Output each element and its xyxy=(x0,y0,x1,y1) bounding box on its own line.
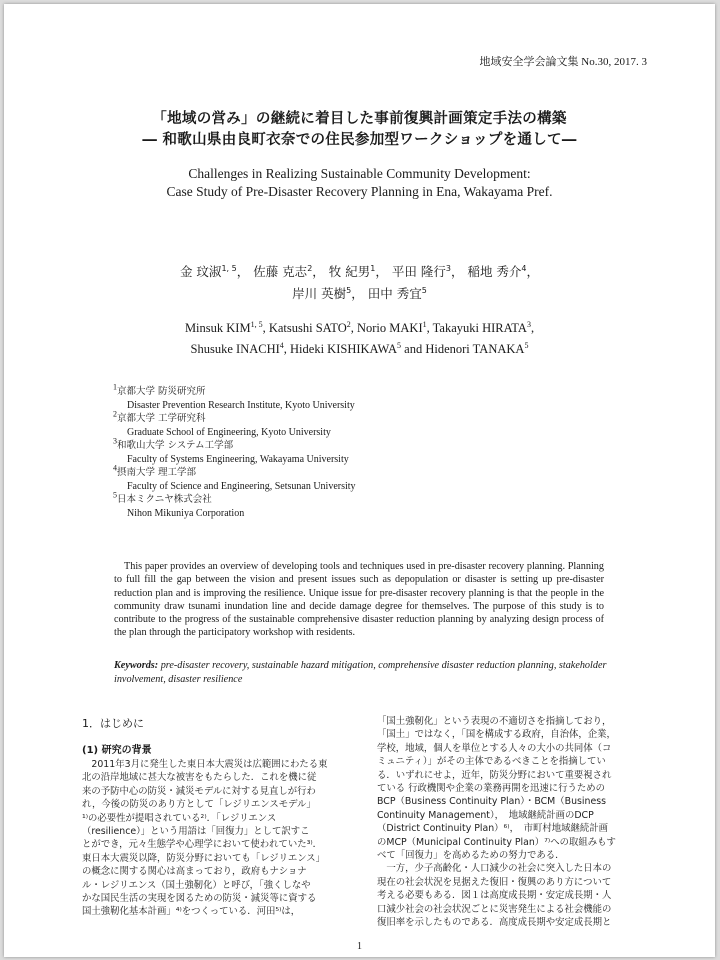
affiliation-en: Disaster Prevention Research Institute, Kyoto University xyxy=(127,399,355,411)
body-line: る．いずれにせよ，近年，防災分野において重要視され xyxy=(377,769,612,781)
body-line: 口減少社会の社会状況ごとに災害発生による社会機能の xyxy=(377,903,612,915)
affiliation-item: $^4$摂南大学 理工学部 xyxy=(113,463,197,478)
body-line: とができ，元々生態学や心理学において使われていた³⁾． xyxy=(82,839,323,851)
body-line: 来の予防中心の防災・減災モデルに対する見直しが行わ xyxy=(82,785,316,797)
title-jp-line1: 「地域の営み」の継続に着目した事前復興計画策定手法の構築 xyxy=(152,111,567,127)
body-line: ¹⁾の必要性が提唱されている²⁾．「レジリエンス xyxy=(82,812,277,824)
author-jp: 岸川 英樹$^5$， xyxy=(292,285,364,301)
affiliation-item: $^2$京都大学 工学研究科 xyxy=(113,409,206,424)
body-line: べて「回復力」を高めるための努力である． xyxy=(377,850,565,862)
author-jp: 田中 秀宜$^5$ xyxy=(367,285,427,301)
body-line: れ，今後の防災のあり方として「レジリエンスモデル」 xyxy=(82,799,316,811)
abstract: This paper provides an overview of developing tools and techniques used in pre-disaster recovery planning. Planning to full fill the gap between the vision and present issues such as depopulation or disaster is setting up pre-disaster reduction plan and is improving the resilience. Unique issue for pre-disaster recovery planning is that the people in the community draw tsunami inundation line and decide damage degree for themselves. The purpose of this study is to contribute to the progress of the sustainable comprehensive disaster reduction planning by analyzing design process of the plan through the participatory workshop with residents. xyxy=(114,561,604,639)
authors-jp-line1 xyxy=(4,262,715,280)
author-en: Hidenori TANAKA$^5$ xyxy=(425,340,529,356)
affiliation-item: $^5$日本ミクニヤ株式会社 xyxy=(113,490,212,505)
body-line: 東日本大震災以降，防災分野においても「レジリエンス」 xyxy=(82,852,326,864)
title-en-line1: Challenges in Realizing Sustainable Community Development: xyxy=(188,166,531,181)
body-line: 2011年3月に発生した東日本大震災は広範囲にわたる東 xyxy=(82,759,328,770)
body-line: （District Continuity Plan）⁶⁾， 市町村地域継続計画 xyxy=(377,823,609,835)
title-en-line2: Case Study of Pre-Disaster Recovery Planning in Ena, Wakayama Pref. xyxy=(166,184,553,199)
body-line: ル・レジリエンス（国土強靭化）と呼び，「強くしなや xyxy=(82,879,311,891)
author-jp: 平田 隆行$^3$， xyxy=(391,263,464,279)
author-en: Norio MAKI$^1$, xyxy=(356,319,433,335)
body-line: BCP（Business Continuity Plan）・BCM（Business xyxy=(377,796,606,808)
affiliation-en: Faculty of Science and Engineering, Setsunan University xyxy=(127,480,356,492)
author-en: Hideki KISHIKAWA$^5$ and xyxy=(290,340,426,356)
body-line: （resilience）」という用語は「回復力」として訳すこ xyxy=(82,826,310,838)
keywords-label: Keywords: xyxy=(114,660,159,671)
keywords-text: pre-disaster recovery, sustainable hazard mitigation, comprehensive disaster reduction planning, stakeholder involvement, disaster resilience xyxy=(114,660,607,685)
body-line: Continuity Management）， 地域継続計画のDCP xyxy=(377,809,594,821)
affiliation-item: $^1$京都大学 防災研究所 xyxy=(113,382,206,397)
affiliation-en: Nihon Mikuniya Corporation xyxy=(127,507,245,519)
body-line: 考える必要もある．図１は高度成長期・安定成長期・人 xyxy=(377,890,612,902)
body-line: のMCP（Municipal Continuity Plan）⁷⁾への取組みもす xyxy=(377,836,616,848)
body-line: 国土強靭化基本計画」⁴⁾をつくっている．河田⁵⁾は， xyxy=(82,906,301,918)
body-line: ている 行政機関や企業の業務再開を迅速に行うための xyxy=(377,783,605,795)
author-jp: 稲地 秀介$^4$， xyxy=(467,263,540,279)
body-line: の概念に関する関心は高まっており，政府もナショナ xyxy=(82,866,307,878)
body-line: ミュニティ）」がその主体であるべきことを指摘してい xyxy=(377,756,606,768)
affiliation-en: Graduate School of Engineering, Kyoto University xyxy=(127,426,331,438)
journal-header: 地域安全学会論文集 No.30, 2017. 3 xyxy=(479,56,647,68)
body-line: 一方，少子高齢化・人口減少の社会に突入した日本の xyxy=(377,863,612,875)
page-number: 1 xyxy=(357,941,362,952)
author-en: Takayuki HIRATA$^3$, xyxy=(432,319,535,335)
author-jp: 佐藤 克志$^2$， xyxy=(253,263,325,279)
body-line: 現在の社会状況を見据えた復旧・復興のあり方について xyxy=(377,876,612,888)
author-jp: 金 玟淑$^{1, 5}$， xyxy=(179,263,250,279)
body-left-column xyxy=(82,758,354,919)
section-heading: 1．はじめに xyxy=(82,717,144,730)
authors-en-line2 xyxy=(4,342,715,357)
body-line: 「国土」ではなく，「国を構成する政府，自治体，企業， xyxy=(377,729,616,741)
affiliation-item: $^3$和歌山大学 システム工学部 xyxy=(113,436,234,451)
paper-page xyxy=(4,4,715,957)
body-right-column xyxy=(377,715,649,930)
subsection-heading: (1) 研究の背景 xyxy=(82,745,152,756)
body-line: 復旧率を示したものである．高度成長期や安定成長期と xyxy=(377,917,612,929)
author-jp: 牧 紀男$^1$， xyxy=(328,263,388,279)
affiliation-en: Faculty of Systems Engineering, Wakayama University xyxy=(127,453,349,465)
affiliations xyxy=(113,382,356,520)
body-line: 「国土強靭化」という表現の不適切さを指摘しており， xyxy=(377,716,612,727)
body-line: 北の沿岸地域に甚大な被害をもたらした．これを機に従 xyxy=(82,772,317,784)
authors-jp-line2 xyxy=(4,284,715,302)
keywords xyxy=(114,659,609,686)
authors-en-line1 xyxy=(4,321,715,336)
author-en: Shusuke INACHI$^4$, xyxy=(190,340,291,356)
title-jp-line2: ― 和歌山県由良町衣奈での住民参加型ワークショップを通して― xyxy=(142,132,577,148)
author-en: Katsushi SATO$^2$, xyxy=(268,319,357,335)
author-en: Minsuk KIM$^{1, 5}$, xyxy=(184,319,269,335)
body-line: かな国民生活の実現を図るための防災・減災等に資する xyxy=(82,893,317,905)
body-line: 学校，地域，個人を単位とする人々の大小の共同体（コ xyxy=(377,742,612,754)
